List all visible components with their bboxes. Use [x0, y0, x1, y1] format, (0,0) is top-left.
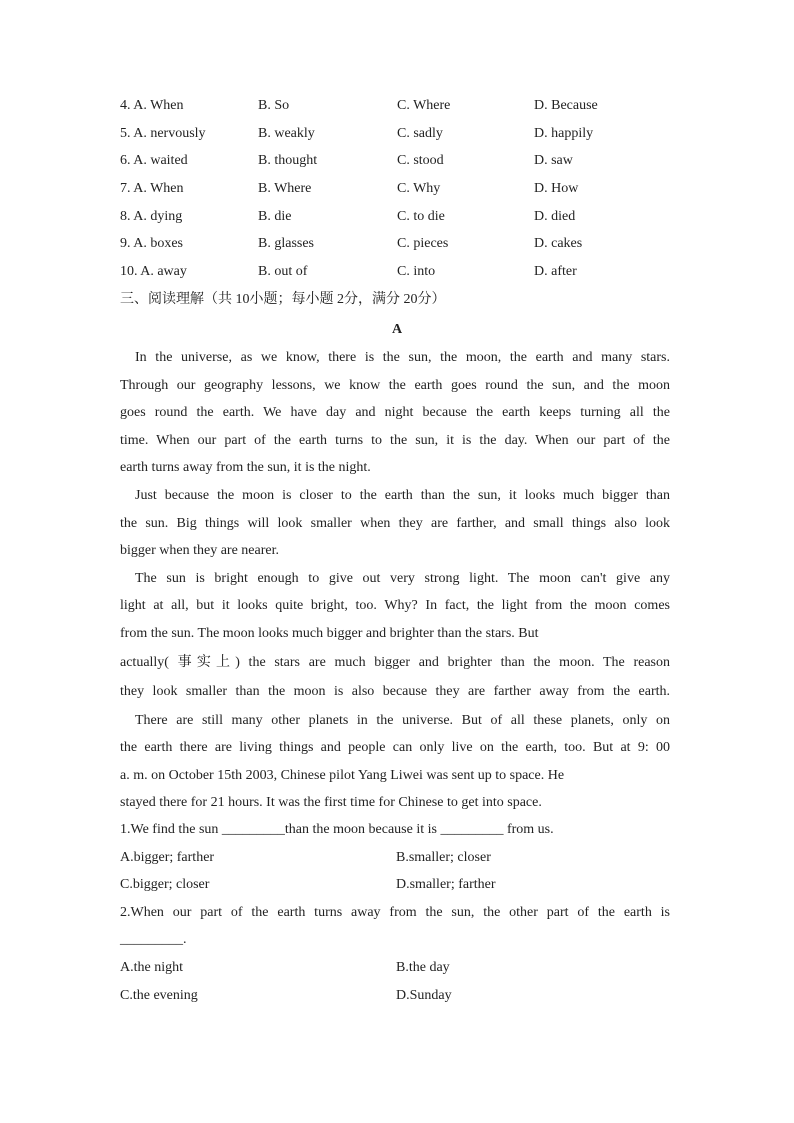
- option-c: C. stood: [397, 153, 444, 169]
- answer-option-a: A.bigger; farther: [120, 849, 215, 865]
- question-1-stem: [120, 816, 670, 844]
- answer-option-a: A.the night: [120, 959, 183, 975]
- section-heading: 三、阅读理解（共 10小题；每小题 2分，满分 20分）: [120, 292, 446, 307]
- question-1-text-b: than the moon because it is: [284, 822, 441, 837]
- passage-line: time. When our part of the earth turns to the sun, it is the day. When our part of the: [120, 432, 670, 448]
- cloze-option-row: [120, 147, 680, 175]
- option-b: B. thought: [258, 153, 318, 169]
- passage-line: earth turns away from the sun, it is the night.: [120, 460, 371, 476]
- option-d: D. happily: [534, 125, 594, 141]
- passage-line: goes round the earth. We have day and night because the earth keeps turning all the: [120, 405, 670, 421]
- passage-line: There are still many other planets in the universe. But of all these planets, only on: [135, 712, 670, 728]
- option-a: 10. A. away: [120, 264, 187, 280]
- passage-line: the sun. Big things will look smaller when they are farther, and small things also look: [120, 515, 670, 531]
- passage-line: stayed there for 21 hours. It was the first time for Chinese to get into space.: [120, 795, 542, 811]
- answer-row: [120, 982, 670, 1010]
- option-c: C. sadly: [397, 125, 443, 141]
- reading-passage: [120, 344, 670, 817]
- cloze-option-row: [120, 258, 680, 286]
- option-b: B. out of: [258, 264, 308, 280]
- answer-blank: _________.: [120, 932, 187, 948]
- cloze-option-row: [120, 92, 680, 120]
- option-b: B. So: [258, 98, 290, 113]
- option-d: D. Because: [534, 98, 598, 113]
- answer-option-b: B.smaller; closer: [396, 849, 491, 865]
- cloze-option-row: [120, 203, 680, 231]
- answer-option-d: D.Sunday: [396, 987, 452, 1003]
- passage-line: the earth there are living things and people can only live on the earth, too. But at 9: 00: [120, 740, 670, 756]
- option-d: D. saw: [534, 153, 573, 169]
- passage-line: Through our geography lessons, we know the earth goes round the sun, and the moon: [120, 377, 670, 393]
- passage-line: In the universe, as we know, there is the sun, the moon, the earth and many stars.: [135, 350, 670, 365]
- option-b: B. glasses: [258, 236, 314, 252]
- option-b: B. Where: [258, 181, 312, 197]
- question-list: [120, 816, 670, 1009]
- option-d: D. How: [534, 181, 579, 197]
- option-a: 8. A. dying: [120, 208, 183, 224]
- answer-option-d: D.smaller; farther: [396, 877, 496, 893]
- cloze-option-row: [120, 230, 680, 258]
- option-a: 4. A. When: [120, 98, 184, 113]
- answer-row: [120, 871, 670, 899]
- option-c: C. to die: [397, 208, 445, 224]
- passage-label: A: [391, 322, 403, 337]
- option-b: B. weakly: [258, 125, 315, 141]
- answer-blank: _________: [440, 822, 504, 837]
- passage-line: bigger when they are nearer.: [120, 543, 279, 559]
- option-d: D. died: [534, 208, 576, 224]
- option-c: C. pieces: [397, 236, 449, 252]
- answer-row: [120, 844, 670, 872]
- option-a: 6. A. waited: [120, 153, 188, 169]
- question-2-stem: 2.When our part of the earth turns away from the sun, the other part of the earth is: [120, 904, 670, 920]
- cloze-option-row: [120, 175, 680, 203]
- passage-line: actually( 事实上) the stars are much bigger and brighter than the moon. The reason: [120, 654, 670, 670]
- passage-line: from the sun. The moon looks much bigger and brighter than the stars. But: [120, 625, 539, 641]
- answer-row: [120, 954, 670, 982]
- option-a: 9. A. boxes: [120, 236, 183, 252]
- cloze-option-row: [120, 120, 680, 148]
- question-1-text-a: 1.We find the sun: [120, 822, 222, 837]
- cloze-options-table: [120, 92, 680, 286]
- option-a: 7. A. When: [120, 181, 184, 197]
- option-b: B. die: [258, 208, 292, 224]
- passage-line: light at all, but it looks quite bright, too. Why? In fact, the light from the moon comes: [120, 598, 670, 614]
- answer-option-c: C.bigger; closer: [120, 877, 210, 893]
- option-c: C. Where: [397, 98, 451, 113]
- answer-blank: _________: [221, 822, 285, 837]
- option-d: D. cakes: [534, 236, 583, 252]
- option-d: D. after: [534, 264, 577, 280]
- passage-line: The sun is bright enough to give out very strong light. The moon can't give any: [135, 570, 670, 586]
- option-a: 5. A. nervously: [120, 125, 206, 141]
- passage-line: Just because the moon is closer to the earth than the sun, it looks much bigger than: [135, 487, 670, 503]
- passage-line: a. m. on October 15th 2003, Chinese pilot Yang Liwei was sent up to space. He: [120, 767, 565, 783]
- option-c: C. into: [397, 264, 436, 280]
- passage-line: they look smaller than the moon is also because they are farther away from the earth.: [120, 684, 670, 700]
- question-1-text-c: from us.: [503, 822, 554, 837]
- answer-option-b: B.the day: [396, 959, 450, 975]
- option-c: C. Why: [397, 181, 441, 197]
- answer-option-c: C.the evening: [120, 987, 198, 1003]
